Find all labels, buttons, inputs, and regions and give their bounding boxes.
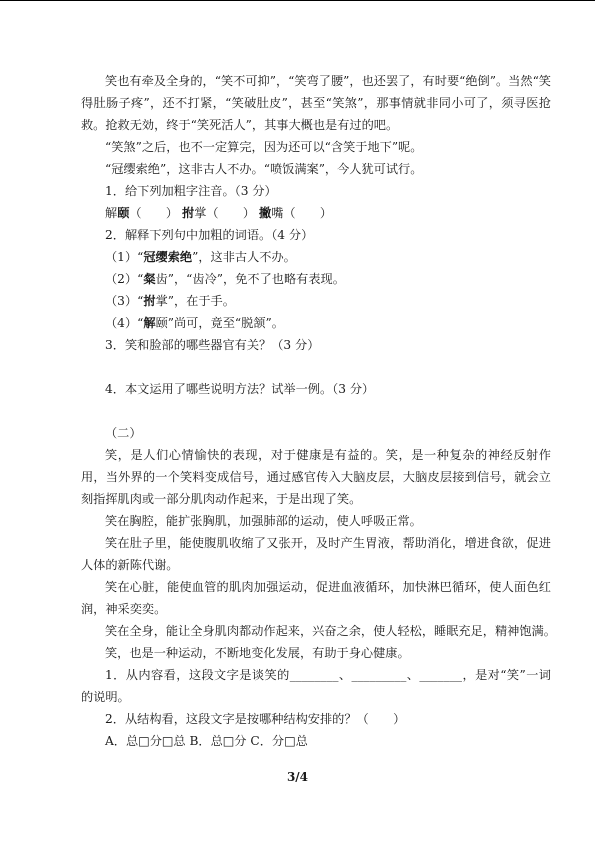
- q1-item2-bold: 拊: [182, 206, 195, 220]
- page-number: 3/4: [286, 770, 309, 784]
- passage1-paragraph-2: “笑煞”之后，也不一定算完，因为还可以“含笑于地下”呢。: [105, 140, 423, 154]
- passage2-paragraph-3: 笑在肚子里，能使腹肌收缩了又张开，及时产生胃液，帮助消化，增进食欲，促进人体的新陈代谢。: [81, 536, 551, 572]
- q1-item3-blank: （ ）: [283, 206, 333, 220]
- q2-s1-post: ”，这非古人不办。: [192, 250, 296, 264]
- question-3: 3．笑和脸部的哪些器官有关？（3 分）: [105, 338, 320, 352]
- section-2-title: （二）: [105, 426, 142, 440]
- q2-s4-post: 颐”尚可，竟至“脱颔”。: [155, 316, 284, 330]
- question-2-stem: 2．解释下列句中加粗的词语。（4 分）: [105, 228, 314, 242]
- q1-item3-post: 嘴: [271, 206, 284, 220]
- q1-item2-post: 掌: [194, 206, 207, 220]
- passage2-paragraph-1: 笑，是人们心情愉快的表现，对于健康是有益的。笑，是一种复杂的神经反射作用，当外界的一个笑料变成信号，通过感官传入大脑皮层，大脑皮层接到信号，就会立刻指挥肌肉或一部分肌肉动作起来，于是出现了笑。: [81, 448, 551, 506]
- passage1-paragraph-1: 笑也有牵及全身的，“笑不可抑”，“笑弯了腰”，也还罢了，有时要“绝倒”。当然“笑得肚肠子疼”，还不打紧，“笑破肚皮”，甚至“笑煞”，那事情就非同小可了，须寻医抢救。抢救无効，终于“笑死活人”，其事大概也是有过的吧。: [81, 74, 551, 132]
- passage2-paragraph-4: 笑在心脏，能使血管的肌肉加强运动，促进血液循环，加快淋巴循环，使人面色红润，神采奕奕。: [81, 580, 551, 616]
- question-6-options: A．总□分□总 B．总□分 C．分□总: [105, 734, 308, 748]
- q1-item1-pre: 解: [105, 206, 118, 220]
- q2-s2-post: 齿”，“齿冷”，免不了也略有表现。: [155, 272, 345, 286]
- question-4: 4．本文运用了哪些说明方法？试举一例。（3 分）: [105, 382, 375, 396]
- q2-s2-bold: 粲: [143, 272, 156, 286]
- passage1-paragraph-3: “冠缨索绝”，这非古人不办。“喷饭满案”，今人犹可试行。: [105, 162, 423, 176]
- q1-item1-bold: 颐: [117, 206, 130, 220]
- question-2-sub-4: [81, 312, 551, 334]
- question-6: 2．从结构看，这段文字是按哪种结构安排的？（ ）: [105, 712, 406, 726]
- q2-s1-pre: （1）“: [105, 250, 144, 264]
- q2-s3-pre: （3）“: [105, 294, 144, 308]
- question-1-stem: 1．给下列加粗字注音。（3 分）: [105, 184, 277, 198]
- q2-s3-post: 掌”，在于手。: [155, 294, 235, 308]
- q2-s4-pre: （4）“: [105, 316, 144, 330]
- q1-item1-blank: （ ）: [129, 206, 179, 220]
- q2-s3-bold: 拊: [143, 294, 156, 308]
- q2-s1-bold: 冠缨索绝: [143, 250, 193, 264]
- q2-s4-bold: 解: [143, 316, 156, 330]
- q2-s2-pre: （2）“: [105, 272, 144, 286]
- passage2-paragraph-6: 笑，也是一种运动，不断地变化发展，有助于身心健康。: [105, 646, 410, 660]
- question-2-sub-3: [81, 290, 551, 312]
- question-1-items: [81, 202, 551, 224]
- passage2-paragraph-5: 笑在全身，能让全身肌肉都动作起来，兴奋之余，使人轻松，睡眠充足，精神饱满。: [105, 624, 556, 638]
- question-5: 1．从内容看，这段文字是谈笑的________、_________、_______，是对“笑”一词的说明。: [81, 668, 551, 704]
- passage2-paragraph-2: 笑在胸腔，能扩张胸肌，加强肺部的运动，使人呼吸正常。: [105, 514, 422, 528]
- question-2-sub-2: [81, 268, 551, 290]
- header-rule: [0, 0, 595, 1]
- question-2-sub-1: [81, 246, 551, 268]
- q1-item3-bold: 撇: [259, 206, 272, 220]
- q1-item2-blank: （ ）: [206, 206, 256, 220]
- document-body: [81, 70, 556, 752]
